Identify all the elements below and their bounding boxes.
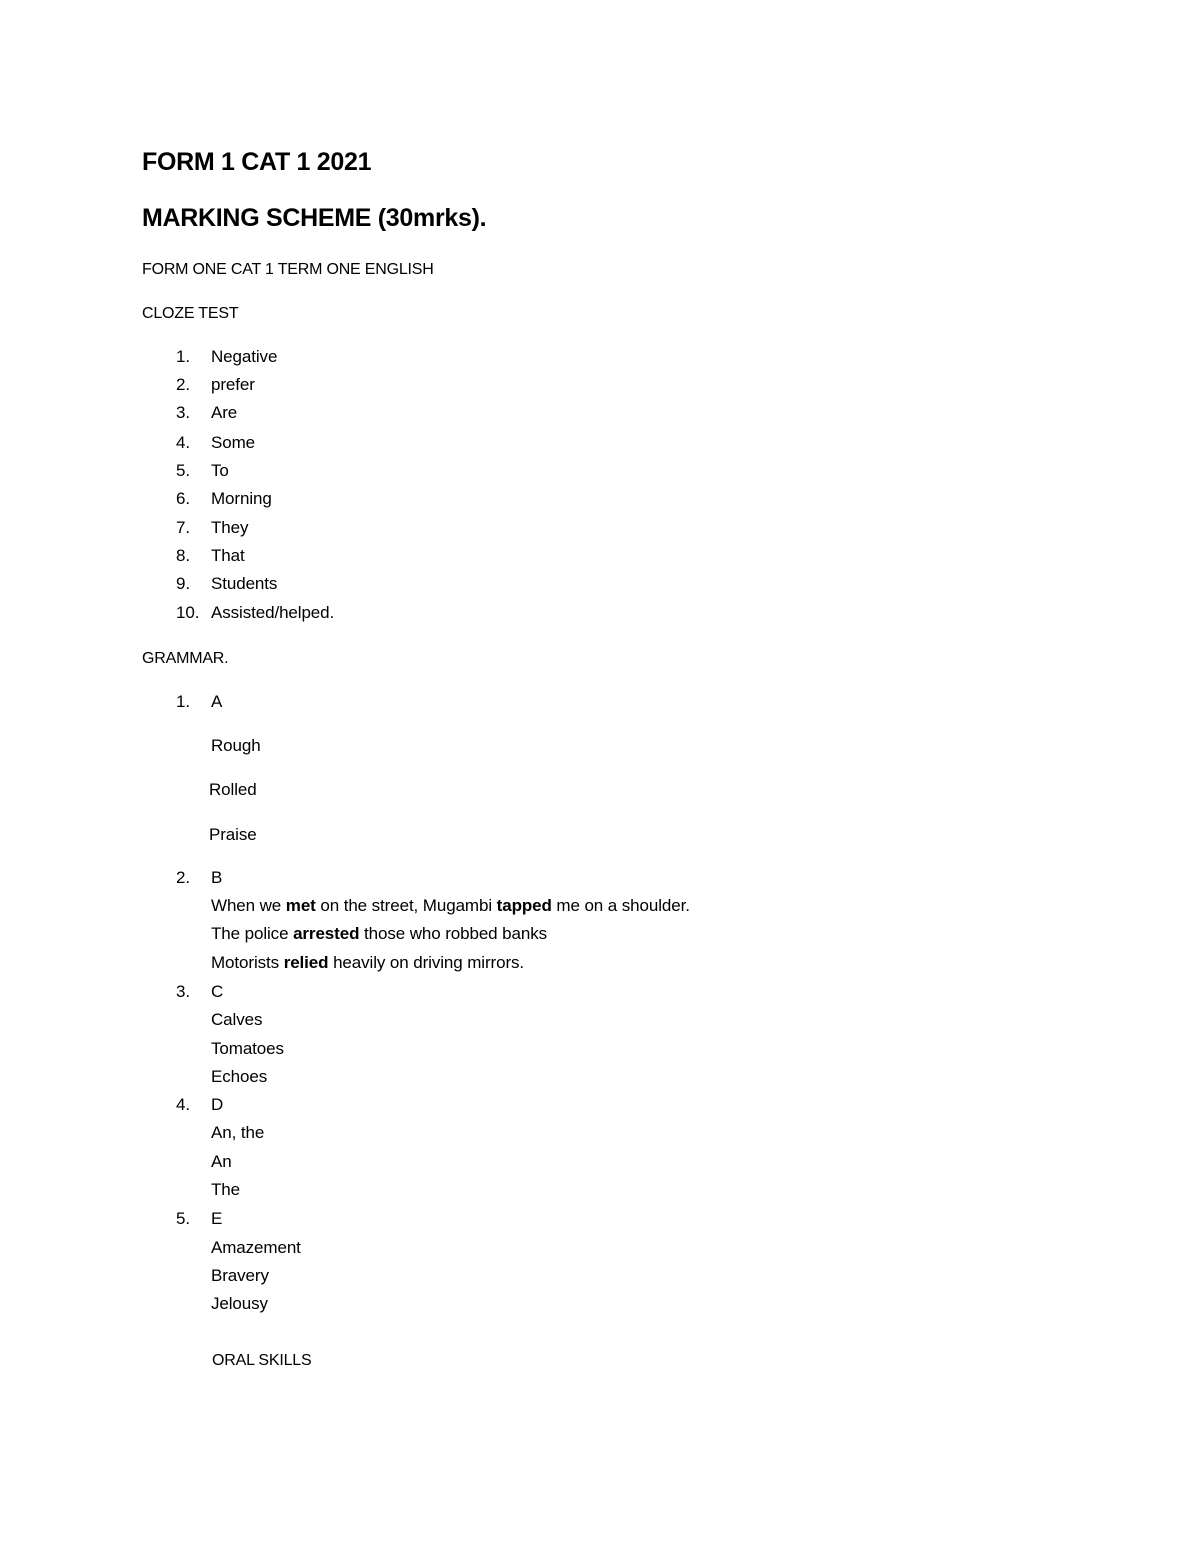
answer-line: The xyxy=(211,1180,240,1199)
list-number: 3. xyxy=(176,982,190,1001)
list-number: 1. xyxy=(176,692,190,711)
list-text: To xyxy=(211,461,229,480)
list-text: They xyxy=(211,518,249,537)
list-number: 1. xyxy=(176,347,190,366)
sentence-text: The police xyxy=(211,924,294,943)
answer-line: Echoes xyxy=(211,1067,268,1086)
marking-scheme-title: MARKING SCHEME (30mrks). xyxy=(142,204,487,232)
list-number: 4. xyxy=(176,1095,190,1114)
list-number: 7. xyxy=(176,518,190,537)
item-label: E xyxy=(211,1209,223,1228)
answer-line: Calves xyxy=(211,1010,263,1029)
grammar-heading: GRAMMAR. xyxy=(142,650,229,667)
grammar-item-d xyxy=(176,1093,223,1117)
answer-sentence xyxy=(211,922,547,946)
answer-line: Amazement xyxy=(211,1238,301,1257)
list-item xyxy=(176,487,272,511)
item-label: B xyxy=(211,868,223,887)
list-item xyxy=(176,572,277,596)
list-item xyxy=(176,601,334,625)
list-text: Assisted/helped. xyxy=(211,603,335,622)
list-text: Some xyxy=(211,433,256,452)
list-text: Students xyxy=(211,574,278,593)
list-number: 9. xyxy=(176,574,190,593)
list-number: 6. xyxy=(176,489,190,508)
answer-line: An xyxy=(211,1152,232,1171)
answer-line: Rough xyxy=(211,736,261,755)
list-item xyxy=(176,401,237,425)
list-text: Are xyxy=(211,403,238,422)
list-item xyxy=(176,373,255,397)
list-text: Negative xyxy=(211,347,278,366)
grammar-item-e xyxy=(176,1207,222,1231)
item-label: D xyxy=(211,1095,224,1114)
answer-line: An, the xyxy=(211,1123,265,1142)
list-item xyxy=(176,544,245,568)
list-item xyxy=(176,459,229,483)
item-label: C xyxy=(211,982,224,1001)
list-number: 3. xyxy=(176,403,190,422)
answer-sentence xyxy=(211,894,690,918)
cloze-heading: CLOZE TEST xyxy=(142,305,239,322)
document-subtitle: FORM ONE CAT 1 TERM ONE ENGLISH xyxy=(142,261,434,278)
oral-skills-heading: ORAL SKILLS xyxy=(212,1352,312,1369)
sentence-answer: tapped xyxy=(496,896,552,915)
answer-line: Jelousy xyxy=(211,1294,268,1313)
item-label: A xyxy=(211,692,223,711)
list-item xyxy=(176,345,277,369)
answer-line: Tomatoes xyxy=(211,1039,284,1058)
list-item xyxy=(176,516,248,540)
answer-line: Bravery xyxy=(211,1266,269,1285)
list-number: 8. xyxy=(176,546,190,565)
list-number: 2. xyxy=(176,868,190,887)
list-number: 5. xyxy=(176,1209,190,1228)
sentence-answer: arrested xyxy=(293,924,360,943)
list-number: 4. xyxy=(176,433,190,452)
list-text: Morning xyxy=(211,489,272,508)
document-title: FORM 1 CAT 1 2021 xyxy=(142,148,372,176)
sentence-text: those who robbed banks xyxy=(359,924,548,943)
grammar-item-a xyxy=(176,690,222,714)
list-text: That xyxy=(211,546,245,565)
list-text: prefer xyxy=(211,375,255,394)
sentence-answer: relied xyxy=(283,953,329,972)
sentence-text: heavily on driving mirrors. xyxy=(328,953,525,972)
sentence-text: Motorists xyxy=(211,953,284,972)
list-item xyxy=(176,431,255,455)
sentence-text: me on a shoulder. xyxy=(551,896,690,915)
list-number: 2. xyxy=(176,375,190,394)
answer-sentence xyxy=(211,951,524,975)
list-number: 10. xyxy=(176,603,200,622)
answer-line: Rolled xyxy=(209,780,257,799)
grammar-item-b xyxy=(176,866,222,890)
list-number: 5. xyxy=(176,461,190,480)
sentence-answer: met xyxy=(285,896,316,915)
grammar-item-c xyxy=(176,980,223,1004)
sentence-text: on the street, Mugambi xyxy=(315,896,497,915)
answer-line: Praise xyxy=(209,825,257,844)
sentence-text: When we xyxy=(211,896,286,915)
